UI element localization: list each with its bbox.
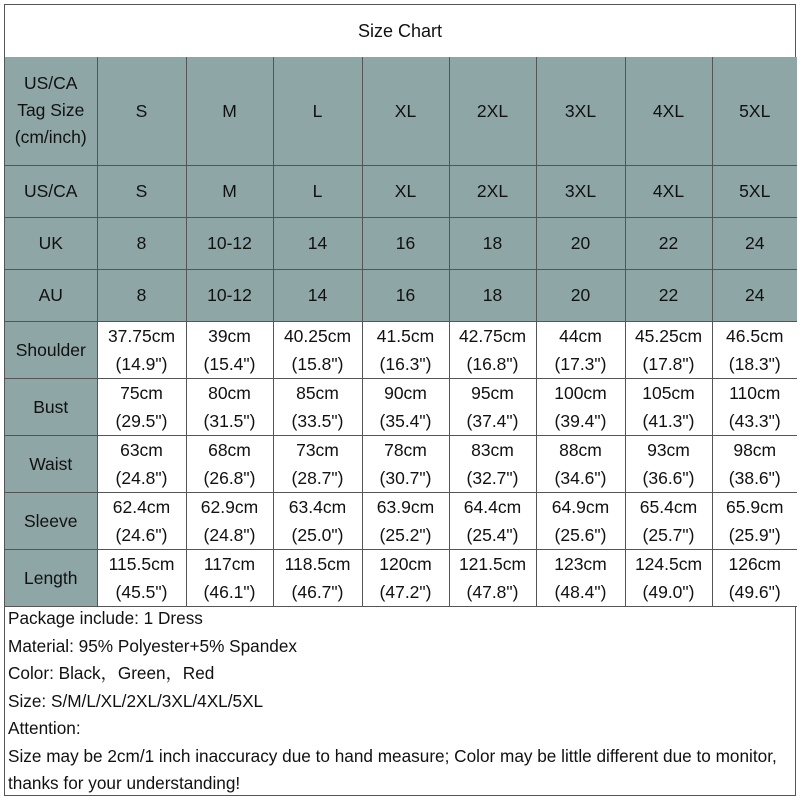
inch-value: (32.7") (466, 467, 519, 488)
cm-value: 90cm (384, 382, 427, 403)
conversion-cell: 16 (362, 269, 449, 321)
measurement-cell (97, 378, 186, 435)
tag-size-header-cell (5, 57, 97, 165)
cm-value: 44cm (559, 325, 602, 346)
inch-value: (25.7") (642, 524, 695, 545)
row-label: Bust (5, 378, 97, 435)
inch-value: (24.8") (203, 524, 256, 545)
conversion-cell: 18 (449, 269, 536, 321)
conversion-cell: 10-12 (186, 269, 273, 321)
cm-value: 75cm (120, 382, 163, 403)
measurement-cell (449, 435, 536, 492)
cm-value: 65.4cm (639, 496, 698, 517)
inch-value: (46.7") (291, 581, 344, 602)
cm-value: 126cm (728, 553, 782, 574)
inch-value: (17.8") (642, 353, 695, 374)
measurement-cell (536, 549, 625, 606)
cm-value: 123cm (554, 553, 607, 574)
cm-value: 100cm (554, 382, 607, 403)
size-header-cell: XL (362, 57, 449, 165)
conversion-cell: M (186, 165, 273, 217)
cm-value: 65.9cm (726, 496, 784, 517)
measurement-cell (625, 492, 712, 549)
package-note: Package include: 1 Dress (8, 608, 203, 628)
measurement-cell (273, 321, 362, 378)
inch-value: (43.3") (728, 410, 781, 431)
size-header-cell: L (273, 57, 362, 165)
cm-value: 40.25cm (283, 325, 352, 346)
cm-value: 45.25cm (634, 325, 703, 346)
row-label: AU (5, 269, 97, 321)
measurement-cell (536, 492, 625, 549)
inch-value: (34.6") (554, 467, 607, 488)
conversion-cell: 16 (362, 217, 449, 269)
cm-value: 62.9cm (200, 496, 259, 517)
cm-value: 88cm (559, 439, 602, 460)
size-chart-sheet (4, 4, 796, 796)
conversion-cell: 14 (273, 217, 362, 269)
measurement-cell (186, 492, 273, 549)
cm-value: 63cm (120, 439, 163, 460)
measurement-cell (536, 435, 625, 492)
cm-value: 62.4cm (112, 496, 171, 517)
conversion-cell: 18 (449, 217, 536, 269)
conversion-cell: 14 (273, 269, 362, 321)
conversion-cell: 8 (97, 217, 186, 269)
row-label: UK (5, 217, 97, 269)
header-label-line: US/CA (24, 73, 78, 94)
measurement-cell (186, 378, 273, 435)
product-notes (5, 601, 795, 798)
conversion-cell: 3XL (536, 165, 625, 217)
inch-value: (15.8") (291, 353, 344, 374)
measurement-row (5, 435, 797, 492)
chart-title: Size Chart (5, 5, 795, 58)
material-note: Material: 95% Polyester+5% Spandex (8, 635, 298, 656)
inch-value: (25.4") (466, 524, 519, 545)
measurement-cell (362, 492, 449, 549)
measurement-cell (449, 378, 536, 435)
inch-value: (16.8") (466, 353, 519, 374)
inch-value: (14.9") (115, 353, 168, 374)
measurement-cell (712, 378, 797, 435)
conversion-cell: 4XL (625, 165, 712, 217)
color-note: Color: Black，Green，Red (8, 663, 215, 683)
measurement-cell (186, 435, 273, 492)
cm-value: 124.5cm (634, 553, 703, 574)
cm-value: 73cm (296, 439, 339, 460)
size-note: Size: S/M/L/XL/2XL/3XL/4XL/5XL (8, 690, 264, 711)
cm-value: 80cm (208, 382, 251, 403)
inch-value: (17.3") (554, 353, 607, 374)
cm-value: 63.9cm (376, 496, 435, 517)
conversion-cell: 8 (97, 269, 186, 321)
cm-value: 105cm (642, 382, 695, 403)
inch-value: (47.2") (379, 581, 432, 602)
disclaimer-note: Size may be 2cm/1 inch inaccuracy due to hand measure; Color may be little different due to monitor, thanks for your understanding! (8, 745, 777, 793)
inch-value: (36.6") (642, 467, 695, 488)
measurement-cell (362, 549, 449, 606)
measurement-cell (97, 321, 186, 378)
cm-value: 117cm (203, 553, 256, 574)
measurement-cell (97, 435, 186, 492)
measurement-cell (712, 492, 797, 549)
inch-value: (39.4") (554, 410, 607, 431)
measurement-cell (449, 321, 536, 378)
inch-value: (47.8") (466, 581, 519, 602)
cm-value: 63.4cm (288, 496, 347, 517)
measurement-cell (449, 492, 536, 549)
inch-value: (25.6") (554, 524, 607, 545)
measurement-cell (625, 321, 712, 378)
cm-value: 41.5cm (376, 325, 435, 346)
measurement-row (5, 492, 797, 549)
cm-value: 110cm (729, 382, 781, 403)
inch-value: (37.4") (466, 410, 519, 431)
inch-value: (25.9") (728, 524, 781, 545)
size-header-cell: 3XL (536, 57, 625, 165)
header-label-line: (cm/inch) (14, 127, 87, 148)
inch-value: (16.3") (379, 353, 432, 374)
inch-value: (15.4") (203, 353, 256, 374)
inch-value: (49.6") (728, 581, 781, 602)
inch-value: (25.2") (379, 524, 432, 545)
conversion-row (5, 269, 797, 321)
measurement-cell (273, 435, 362, 492)
measurement-cell (97, 549, 186, 606)
conversion-cell: 20 (536, 269, 625, 321)
measurement-cell (449, 549, 536, 606)
conversion-cell: XL (362, 165, 449, 217)
inch-value: (33.5") (291, 410, 344, 431)
inch-value: (24.6") (115, 524, 168, 545)
header-label-line: Tag Size (17, 100, 85, 121)
measurement-cell (712, 435, 797, 492)
row-label: Length (5, 549, 97, 606)
conversion-cell: 5XL (712, 165, 797, 217)
conversion-cell: 24 (712, 217, 797, 269)
measurement-row (5, 378, 797, 435)
measurement-cell (712, 549, 797, 606)
inch-value: (45.5") (115, 581, 168, 602)
inch-value: (46.1") (203, 581, 256, 602)
inch-value: (29.5") (115, 410, 168, 431)
conversion-cell: 24 (712, 269, 797, 321)
measurement-row (5, 321, 797, 378)
cm-value: 120cm (379, 553, 432, 574)
cm-value: 98cm (733, 439, 777, 460)
measurement-cell (712, 321, 797, 378)
measurement-cell (362, 378, 449, 435)
size-table (5, 57, 797, 607)
cm-value: 95cm (471, 382, 514, 403)
measurement-cell (186, 321, 273, 378)
cm-value: 46.5cm (726, 325, 784, 346)
row-label: Waist (5, 435, 97, 492)
cm-value: 83cm (471, 439, 514, 460)
inch-value: (30.7") (379, 467, 432, 488)
inch-value: (25.0") (291, 524, 344, 545)
cm-value: 115.5cm (108, 553, 175, 574)
cm-value: 93cm (647, 439, 690, 460)
inch-value: (28.7") (291, 467, 344, 488)
attention-label: Attention: (8, 718, 81, 738)
conversion-cell: 20 (536, 217, 625, 269)
size-header-cell: 2XL (449, 57, 536, 165)
inch-value: (49.0") (642, 581, 695, 602)
cm-value: 121.5cm (458, 553, 527, 574)
conversion-cell: 10-12 (186, 217, 273, 269)
conversion-cell: 22 (625, 217, 712, 269)
cm-value: 85cm (296, 382, 339, 403)
cm-value: 118.5cm (284, 553, 351, 574)
measurement-cell (536, 378, 625, 435)
inch-value: (35.4") (379, 410, 432, 431)
conversion-row (5, 217, 797, 269)
measurement-cell (536, 321, 625, 378)
conversion-cell: 22 (625, 269, 712, 321)
inch-value: (38.6") (728, 467, 781, 488)
cm-value: 78cm (384, 439, 427, 460)
inch-value: (41.3") (642, 410, 695, 431)
measurement-cell (273, 378, 362, 435)
cm-value: 42.75cm (458, 325, 527, 346)
size-header-cell: 5XL (712, 57, 797, 165)
header-row (5, 57, 797, 165)
cm-value: 64.4cm (463, 496, 522, 517)
measurement-cell (186, 549, 273, 606)
inch-value: (24.8") (115, 467, 168, 488)
row-label: Sleeve (5, 492, 97, 549)
inch-value: (18.3") (728, 353, 781, 374)
measurement-cell (97, 492, 186, 549)
conversion-cell: S (97, 165, 186, 217)
conversion-cell: 2XL (449, 165, 536, 217)
cm-value: 37.75cm (107, 325, 176, 346)
measurement-cell (273, 549, 362, 606)
cm-value: 68cm (208, 439, 251, 460)
cm-value: 64.9cm (551, 496, 610, 517)
inch-value: (26.8") (203, 467, 256, 488)
measurement-cell (362, 435, 449, 492)
size-header-cell: M (186, 57, 273, 165)
size-header-cell: S (97, 57, 186, 165)
measurement-cell (273, 492, 362, 549)
measurement-cell (625, 378, 712, 435)
inch-value: (48.4") (554, 581, 607, 602)
measurement-cell (362, 321, 449, 378)
inch-value: (31.5") (203, 410, 256, 431)
conversion-row (5, 165, 797, 217)
row-label: Shoulder (5, 321, 97, 378)
measurement-cell (625, 549, 712, 606)
conversion-cell: L (273, 165, 362, 217)
row-label: US/CA (5, 165, 97, 217)
size-header-cell: 4XL (625, 57, 712, 165)
cm-value: 39cm (208, 325, 251, 346)
measurement-cell (625, 435, 712, 492)
measurement-row (5, 549, 797, 606)
